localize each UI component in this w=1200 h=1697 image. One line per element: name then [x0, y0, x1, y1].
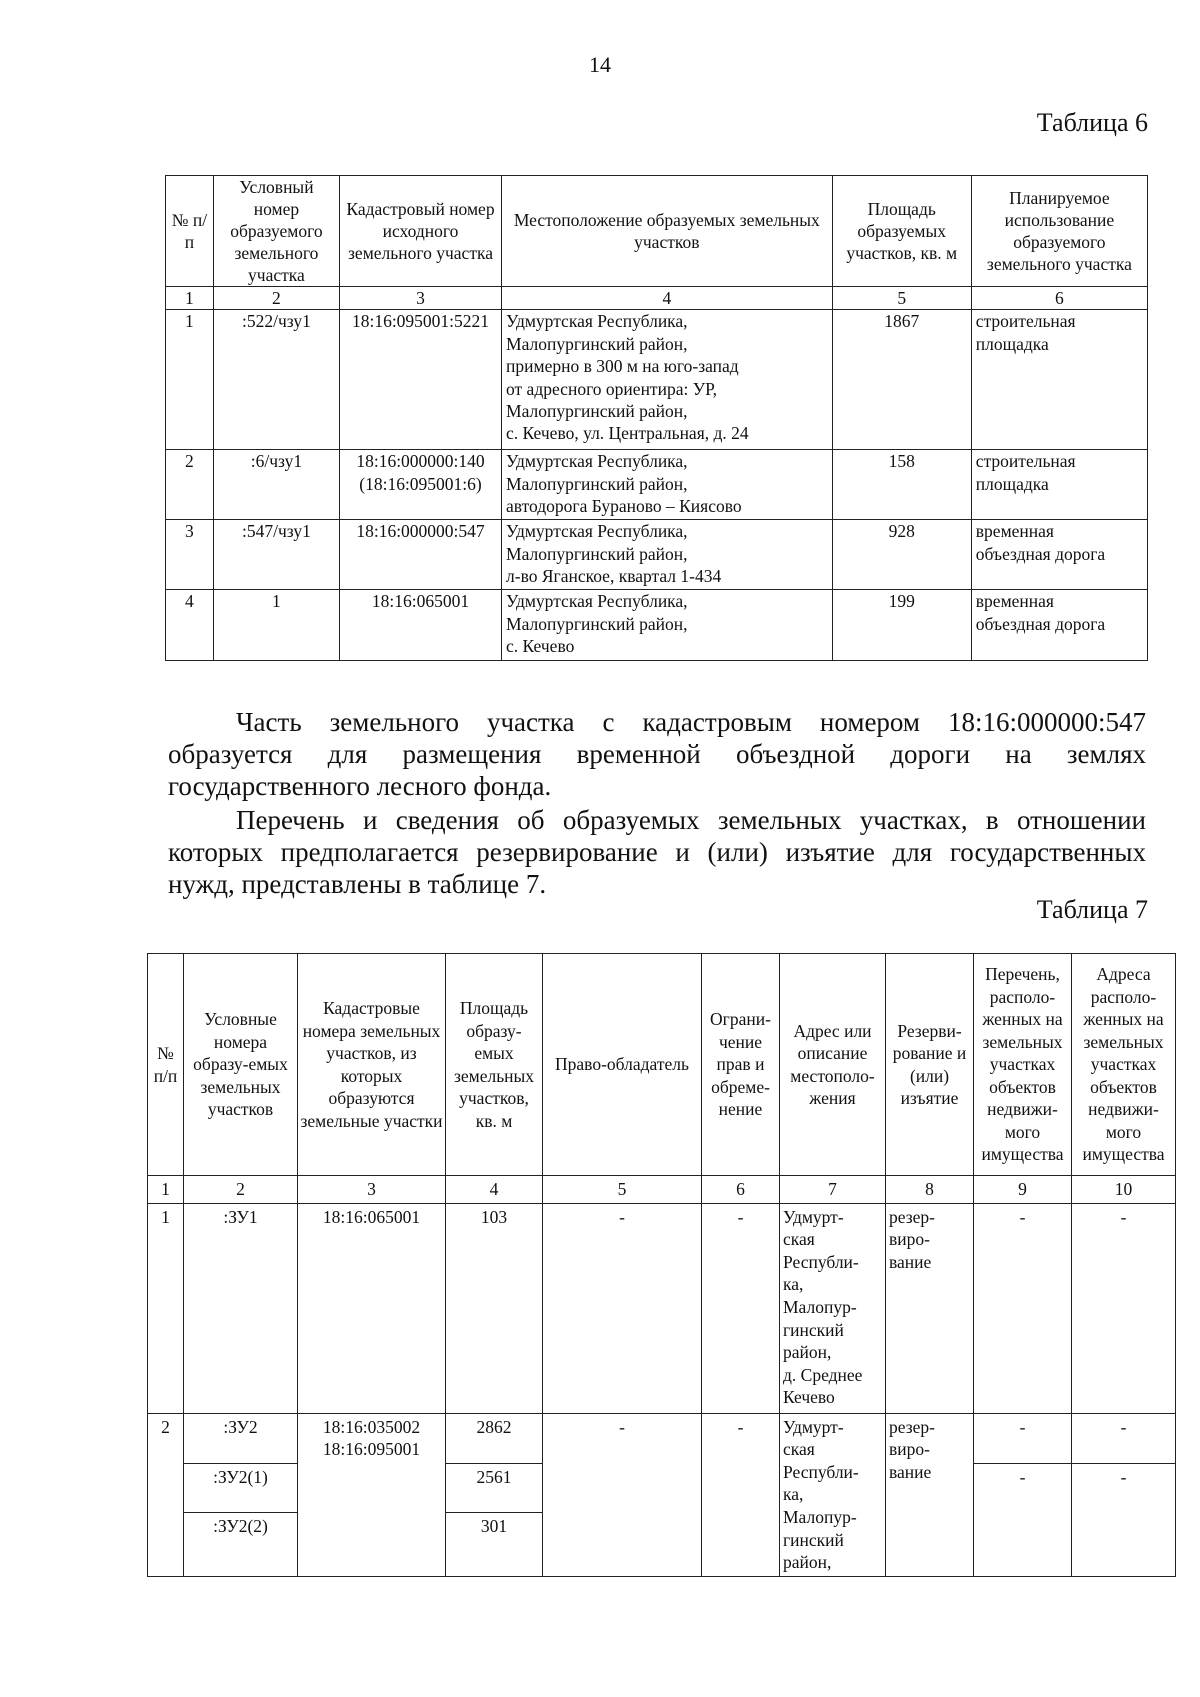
- t6-cell-area: 158: [832, 450, 971, 520]
- t6-cell-use: [971, 450, 1147, 520]
- t7-addr-line: ская: [783, 1439, 815, 1460]
- t6-cell-cond: :6/чзу1: [213, 450, 339, 520]
- t7-addr-line: ская: [783, 1229, 815, 1250]
- t7-header-holder: Право-обладатель: [543, 954, 702, 1176]
- t6-loc-line: Малопургинский район,: [506, 543, 688, 564]
- t6-loc-line: Малопургинский район,: [506, 613, 688, 634]
- t6-loc-line: л-во Яганское, квартал 1-434: [506, 566, 722, 587]
- t7-cell-cad: [298, 1413, 446, 1576]
- t6-cad-line: 18:16:000000:140: [356, 451, 485, 472]
- t6-cell-cad: [339, 310, 501, 450]
- t6-use-line: временная: [975, 591, 1054, 612]
- t7-cell-holder: -: [543, 1203, 702, 1413]
- t7-addr-line: ка,: [783, 1274, 804, 1295]
- t7-row: [148, 1413, 1176, 1463]
- t7-cell-obj-addr: -: [1072, 1413, 1176, 1463]
- t6-header-cond: Условный номер образуемого земельного участка: [213, 176, 339, 287]
- paragraph-line: нужд, представлены в таблице 7.: [168, 869, 547, 899]
- t6-cad-line: (18:16:095001:6): [359, 473, 482, 494]
- t7-cell-reserve: [886, 1203, 974, 1413]
- t7-reserve-line: виро-: [889, 1229, 930, 1250]
- t7-colnum: 3: [298, 1176, 446, 1204]
- t6-cell-use: [971, 590, 1147, 661]
- t6-header-use: Планируемое использование образуемого земельного участка: [971, 176, 1147, 287]
- t6-use-line: временная: [975, 521, 1054, 542]
- t7-addr-line: Малопур-: [783, 1506, 857, 1527]
- t7-row: [148, 1203, 1176, 1413]
- t6-loc-line: с. Кечево: [506, 636, 575, 657]
- t7-colnum: 9: [974, 1176, 1072, 1204]
- t6-cad-line: 18:16:000000:547: [356, 521, 485, 542]
- t6-loc-line: автодорога Бураново – Киясово: [506, 496, 742, 517]
- t7-addr-line: гинский: [783, 1529, 844, 1550]
- t6-use-line: строительная: [975, 311, 1076, 332]
- t7-colnum: 1: [148, 1176, 184, 1204]
- t6-cad-line: 18:16:065001: [371, 591, 470, 612]
- t7-addr-line: Малопур-: [783, 1296, 857, 1317]
- t6-loc-line: с. Кечево, ул. Центральная, д. 24: [506, 423, 749, 444]
- paragraph-line: Перечень и сведения об образуемых земельных участках, в отношении: [236, 805, 1146, 835]
- t6-use-line: площадка: [975, 473, 1049, 494]
- t6-row: [166, 450, 1148, 520]
- t7-cell-cond: :ЗУ2(1): [184, 1463, 298, 1512]
- t7-cell-num: 2: [148, 1413, 184, 1576]
- t6-loc-line: Малопургинский район,: [506, 333, 688, 354]
- t7-cell-limit: -: [702, 1203, 780, 1413]
- t7-addr-line: Удмурт-: [783, 1206, 844, 1227]
- t6-cell-cad: [339, 450, 501, 520]
- t7-header-limit: Ограни-чение прав и обреме-нение: [702, 954, 780, 1176]
- t6-row: [166, 310, 1148, 450]
- t6-colnum: 4: [502, 287, 833, 310]
- t6-loc-line: Малопургинский район,: [506, 473, 688, 494]
- t6-cad-line: 18:16:095001:5221: [351, 311, 490, 332]
- t7-cell-objects: -: [974, 1413, 1072, 1463]
- t7-reserve-line: вание: [889, 1461, 932, 1482]
- t7-colnum: 2: [184, 1176, 298, 1204]
- table-7: [147, 953, 1176, 1577]
- t6-cell-area: 199: [832, 590, 971, 661]
- t6-header-area: Площадь образуемых участков, кв. м: [832, 176, 971, 287]
- t7-addr-line: Кечево: [783, 1387, 835, 1408]
- t7-addr-line: район,: [783, 1342, 832, 1363]
- t7-colnum: 8: [886, 1176, 974, 1204]
- t6-cell-area: 928: [832, 520, 971, 590]
- t6-cell-loc: [502, 520, 833, 590]
- t6-loc-line: примерно в 300 м на юго-запад: [506, 356, 739, 377]
- t7-cell-cond: :ЗУ1: [184, 1203, 298, 1413]
- t6-cell-num: 4: [166, 590, 214, 661]
- t7-addr-line: Республи-: [783, 1251, 859, 1272]
- t6-use-line: строительная: [975, 451, 1076, 472]
- t7-cell-area: 301: [446, 1512, 543, 1576]
- t6-cell-num: 2: [166, 450, 214, 520]
- t6-colnum: 2: [213, 287, 339, 310]
- table-6-caption: Таблица 6: [1036, 108, 1148, 137]
- t7-cell-addr: [780, 1413, 886, 1576]
- t7-cell-objects: -: [974, 1463, 1072, 1576]
- table-6: [165, 175, 1148, 661]
- t7-reserve-line: резер-: [889, 1206, 935, 1227]
- t7-addr-line: гинский: [783, 1319, 844, 1340]
- t7-reserve-line: резер-: [889, 1416, 935, 1437]
- page-number: 14: [589, 52, 611, 77]
- table-7-caption: Таблица 7: [1036, 895, 1148, 924]
- t6-colnum: 3: [339, 287, 501, 310]
- t7-cell-addr: [780, 1203, 886, 1413]
- t7-reserve-line: вание: [889, 1251, 932, 1272]
- t6-loc-line: Удмуртская Республика,: [506, 451, 688, 472]
- t6-cell-num: 1: [166, 310, 214, 450]
- t7-addr-line: ка,: [783, 1484, 804, 1505]
- t6-loc-line: Удмуртская Республика,: [506, 521, 688, 542]
- t6-cell-cond: 1: [213, 590, 339, 661]
- t7-header-cond: Условные номера образу-емых земельных участков: [184, 954, 298, 1176]
- t7-colnum: 6: [702, 1176, 780, 1204]
- t7-header-obj-addr: Адреса располо-женных на земельных участках объектов недвижи-мого имущества: [1072, 954, 1176, 1176]
- t7-colnum: 5: [543, 1176, 702, 1204]
- paragraph-line: Часть земельного участка с кадастровым номером 18:16:000000:547: [236, 707, 1146, 737]
- t7-cell-area: 2862: [446, 1413, 543, 1463]
- t7-cell-holder: -: [543, 1413, 702, 1576]
- t6-cell-cond: :522/чзу1: [213, 310, 339, 450]
- t6-header-loc: Местоположение образуемых земельных участков: [502, 176, 833, 287]
- t7-cell-cad: 18:16:065001: [298, 1203, 446, 1413]
- t6-colnum: 6: [971, 287, 1147, 310]
- t7-header-reserve: Резерви-рование и (или) изъятие: [886, 954, 974, 1176]
- t6-loc-line: Удмуртская Республика,: [506, 591, 688, 612]
- t7-colnum: 7: [780, 1176, 886, 1204]
- t7-cell-area: 103: [446, 1203, 543, 1413]
- t6-cell-use: [971, 520, 1147, 590]
- t6-cell-cad: [339, 520, 501, 590]
- t7-cell-limit: -: [702, 1413, 780, 1576]
- t6-use-line: объездная дорога: [975, 613, 1106, 634]
- t7-header-addr: Адрес или описание местополо-жения: [780, 954, 886, 1176]
- t7-cad-line: 18:16:035002: [322, 1416, 421, 1437]
- t6-cell-use: [971, 310, 1147, 450]
- t7-header-area: Площадь образу-емых земельных участков, кв. м: [446, 954, 543, 1176]
- t6-header-num: № п/п: [166, 176, 214, 287]
- t6-loc-line: от адресного ориентира: УР,: [506, 378, 718, 399]
- t6-cell-num: 3: [166, 520, 214, 590]
- paragraph-line: государственного лесного фонда.: [168, 771, 552, 801]
- t7-cell-reserve: [886, 1413, 974, 1576]
- t6-cell-loc: [502, 450, 833, 520]
- t7-cell-cond: :ЗУ2(2): [184, 1512, 298, 1576]
- t7-cell-cond: :ЗУ2: [184, 1413, 298, 1463]
- t6-header-cad: Кадастровый номер исходного земельного участка: [339, 176, 501, 287]
- t6-cell-cond: :547/чзу1: [213, 520, 339, 590]
- t7-header-cad: Кадастровые номера земельных участков, из которых образуются земельные участки: [298, 954, 446, 1176]
- t6-cell-loc: [502, 310, 833, 450]
- t6-use-line: площадка: [975, 333, 1049, 354]
- t6-loc-line: Малопургинский район,: [506, 401, 688, 422]
- t7-header-objects: Перечень, располо-женных на земельных участках объектов недвижи-мого имущества: [974, 954, 1072, 1176]
- t7-cell-objects: -: [974, 1203, 1072, 1413]
- t7-addr-line: Республи-: [783, 1461, 859, 1482]
- t7-cell-obj-addr: -: [1072, 1203, 1176, 1413]
- t6-colnum: 5: [832, 287, 971, 310]
- t6-row: [166, 590, 1148, 661]
- t7-addr-line: д. Среднее: [783, 1364, 863, 1385]
- t7-colnum: 10: [1072, 1176, 1176, 1204]
- t6-use-line: объездная дорога: [975, 543, 1106, 564]
- t7-addr-line: Удмурт-: [783, 1416, 844, 1437]
- t6-row: [166, 520, 1148, 590]
- t7-colnum: 4: [446, 1176, 543, 1204]
- t6-cell-loc: [502, 590, 833, 661]
- t6-cell-area: 1867: [832, 310, 971, 450]
- t7-cell-obj-addr: -: [1072, 1463, 1176, 1576]
- t6-colnum: 1: [166, 287, 214, 310]
- t7-cad-line: 18:16:095001: [322, 1439, 421, 1460]
- paragraph-1: [168, 706, 1146, 802]
- t7-cell-num: 1: [148, 1203, 184, 1413]
- t7-header-num: № п/п: [148, 954, 184, 1176]
- t7-addr-line: район,: [783, 1552, 832, 1573]
- t7-reserve-line: виро-: [889, 1439, 930, 1460]
- paragraph-line: образуется для размещения временной объездной дороги на землях: [168, 739, 1146, 769]
- t6-loc-line: Удмуртская Республика,: [506, 311, 688, 332]
- paragraph-line: которых предполагается резервирование и (или) изъятие для государственных: [168, 837, 1146, 867]
- t7-cell-area: 2561: [446, 1463, 543, 1512]
- paragraph-2: [168, 804, 1146, 900]
- t6-cell-cad: [339, 590, 501, 661]
